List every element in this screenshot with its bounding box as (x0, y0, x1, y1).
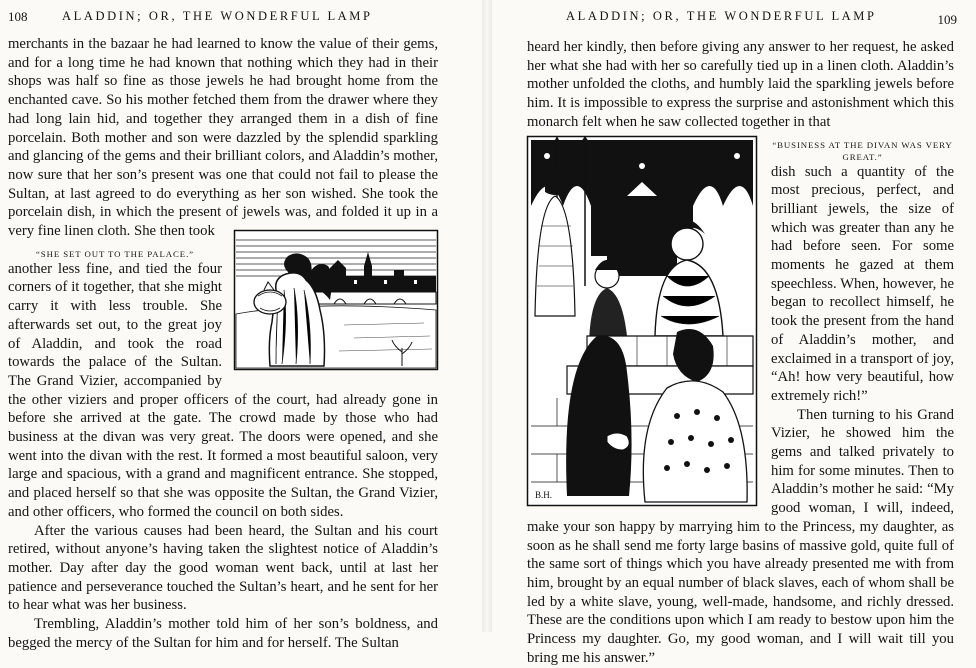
figure-set-out-to-palace (234, 230, 438, 370)
figure-caption-left: “SHE SET OUT TO THE PALACE.” (36, 248, 194, 259)
woman-walking-illustration (234, 230, 438, 370)
right-running-head: ALADDIN; OR, THE WONDERFUL LAMP (566, 9, 877, 23)
left-paragraph-1 (8, 35, 438, 241)
right-page (492, 0, 976, 666)
right-page-header (492, 9, 976, 27)
left-page-body (8, 35, 438, 653)
right-text-top: heard her kindly, then before giving any answer to her request, he asked her what she had with her so carefully tied up in a linen cloth. Aladdin’s mother unfolded the cloths, and humbly laid the sparkling jewels before him. It is impossible to express the surprise and astonishment which this monarch felt when he saw collected together in that (527, 39, 954, 130)
figure-caption-right: “BUSINESS AT THE DIVAN WAS VERY GREAT.” (772, 139, 953, 162)
sultan-court-illustration (527, 136, 757, 506)
right-page-body (527, 38, 954, 668)
illustrator-signature: B.H. (535, 489, 553, 500)
left-paragraph-3: Trembling, Aladdin’s mother told him of her son’s boldness, and begged the mercy of the Sultan for him and for herself. The Sultan (8, 616, 438, 651)
left-text-after-figure: another less fine, and tied the four corners of it together, that she might carry it with less trouble. She afterwards set out, to the great joy of Aladdin, and took the road towards the palace of the Sultan. The Grand Vizier, accompanied by the other viziers and proper officers of the court, had already gone in before she arrived at the gate. The crowd made by those who had business at the divan was very great. The doors were opened, and she went into the divan with the rest. It formed a most beautiful saloon, very large and spacious, with a grand and magnificent entrance. She stopped, and placed herself so that she was opposite the Sultan, the Grand Vizier, and other officers, who formed the council on both sides. (8, 260, 438, 520)
figure-business-at-divan (527, 136, 757, 506)
left-running-head: ALADDIN; OR, THE WONDERFUL LAMP (62, 9, 373, 23)
page-gutter (482, 0, 492, 632)
left-paragraph-2: After the various causes had been heard, the Sultan and his court retired, without anyone’s having taken the slightest notice of Aladdin’s mother. Day after day the good woman went back, until at last her patience and perseverance touched the Sultan’s heart, and he sent for her to hear what was her business. (8, 522, 438, 614)
right-page-number: 109 (937, 12, 957, 27)
left-page-number: 108 (8, 9, 28, 24)
right-paragraph-2: Then turning to his Grand Vizier, he showed him the gems and talked privately to him for some minutes. Then to Aladdin’s mother he said: “My good woman, I will, indeed, make your son happy by marrying him to the Princess, my daughter, as soon as he shall send me forty large basins of massive gold, quite full of the same sort of things which you have already presented me with from him, brought by an equal number of black slaves, each of whom shall be led by a white slave, young, well-made, handsome, and richly dressed. These are the conditions upon which I am ready to bestow upon him the Princess my daughter. Go, my good woman, and I will wait till you bring me his answer.” (527, 406, 954, 666)
left-page (0, 0, 482, 651)
left-page-header (0, 9, 482, 27)
left-text-before-figure: merchants in the bazaar he had learned to know the value of their gems, and for a long time he had known that nothing which they had in their shops was half so fine as those jewels he had brought home from the enchanted cave. So his mother fetched them from the drawer where they had long lain hid, and together they arranged them in a dish of fine porcelain. Both mother and son were dazzled by the splendid sparkling and glancing of the gems and their brilliant colors, and Aladdin’s mother, now sure that her son’s present was one that could not fail to please the Sultan, at last agreed to do everything as her son wished. She took the porcelain dish, in which the present of jewels was, and folded it up in a very fine linen cloth. She then took (8, 36, 438, 240)
right-text-beside-figure: dish such a quantity of the most precious, perfect, and brilliant jewels, the size of which was greater than any he had before seen. For some moments he gazed at them speechless. When, however, he began to recollect himself, he took the present from the hand of Aladdin’s mother, and exclaimed in a transport of joy, “Ah! how very beautiful, how extremely rich!” (771, 163, 954, 404)
